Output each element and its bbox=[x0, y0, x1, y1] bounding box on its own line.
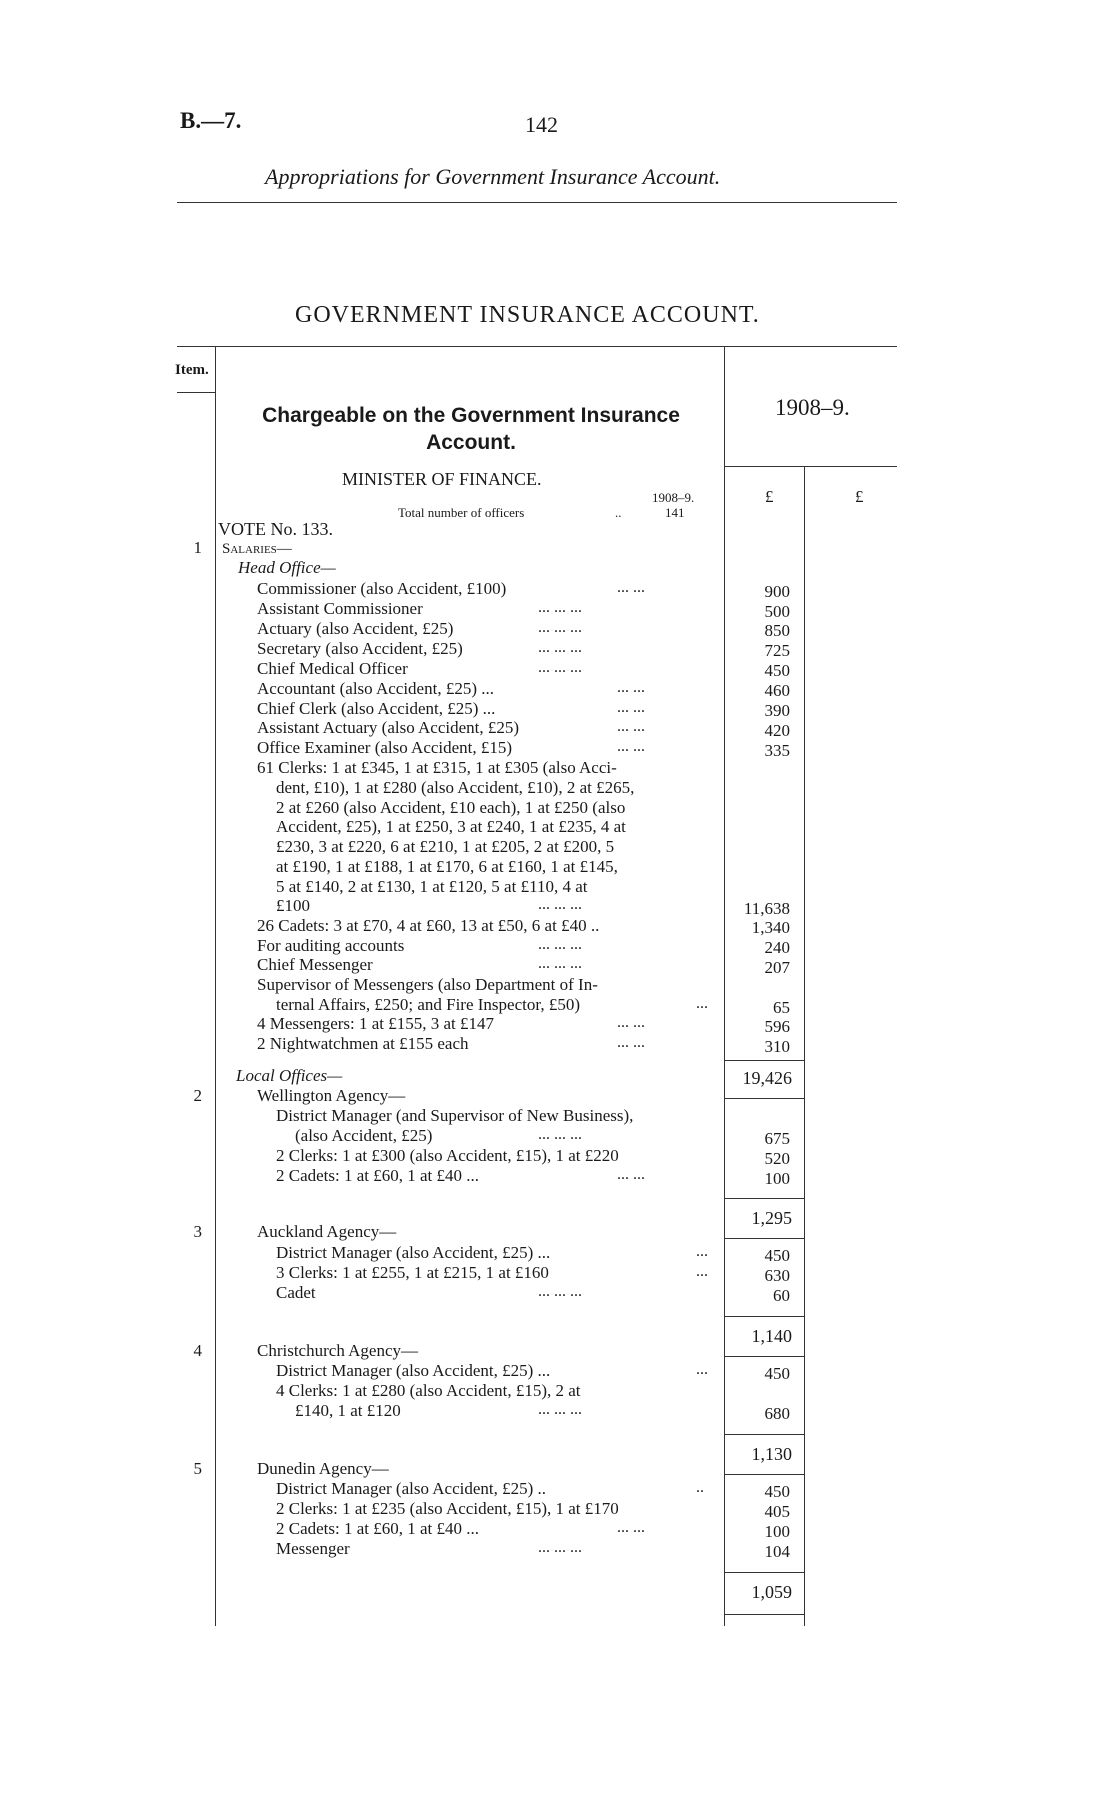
account-title: GOVERNMENT INSURANCE ACCOUNT. bbox=[295, 302, 760, 328]
line-amount: 335 bbox=[764, 741, 790, 760]
leader-dots: ... ... ... bbox=[538, 639, 582, 656]
year-column-header: 1908–9. bbox=[775, 395, 850, 420]
line-text: Office Examiner (also Accident, £15) bbox=[257, 738, 513, 757]
line-amount: 390 bbox=[764, 701, 790, 720]
manager-line: District Manager (also Accident, £25) ... bbox=[276, 1243, 551, 1262]
leader-dots: ... ... bbox=[617, 1519, 645, 1536]
leader-dots: ... ... ... bbox=[538, 659, 582, 676]
subtotal-rule bbox=[724, 1474, 804, 1475]
leader-dots: ... ... ... bbox=[538, 1401, 582, 1418]
leader-dots: ... ... bbox=[617, 718, 645, 735]
year-header-rule bbox=[724, 466, 897, 467]
line-amount: 450 bbox=[764, 661, 790, 680]
subtotal-rule bbox=[724, 1060, 804, 1061]
line-amount: 900 bbox=[764, 582, 790, 601]
item-column-header: Item. bbox=[175, 362, 209, 378]
leader-dots: ... ... ... bbox=[538, 619, 582, 636]
clerks-detail-line: 61 Clerks: 1 at £345, 1 at £315, 1 at £305 (also Acci- bbox=[257, 758, 617, 777]
line-amount: 1,340 bbox=[751, 918, 790, 937]
leader-dots: ... ... bbox=[617, 1014, 645, 1031]
leader-dots: ... ... ... bbox=[538, 936, 582, 953]
line-amount: 240 bbox=[764, 938, 790, 957]
line-text: Actuary (also Accident, £25) bbox=[257, 619, 454, 638]
line-amount: 450 bbox=[764, 1482, 790, 1501]
subtotal-rule bbox=[724, 1614, 804, 1615]
clerks-detail-line: at £190, 1 at £188, 1 at £170, 6 at £160, 1 at £145, bbox=[276, 857, 618, 876]
clerks-detail-line: Accident, £25), 1 at £250, 3 at £240, 1 at £235, 4 at bbox=[276, 817, 626, 836]
line-amount: 65 bbox=[773, 998, 790, 1017]
leader-dots: ... ... ... bbox=[538, 955, 582, 972]
officers-year: 1908–9. bbox=[652, 490, 695, 505]
leader-dots: ... ... bbox=[617, 579, 645, 596]
manager-line: District Manager (also Accident, £25) .. bbox=[276, 1479, 547, 1498]
item-total: 1,295 bbox=[751, 1208, 792, 1228]
header-rule bbox=[177, 202, 897, 203]
salaries-heading: Salaries— bbox=[222, 541, 292, 557]
agency-name: Wellington Agency— bbox=[257, 1086, 406, 1105]
leader-dots: ... ... bbox=[617, 699, 645, 716]
line-amount: 675 bbox=[764, 1129, 790, 1148]
line-amount: 596 bbox=[764, 1017, 790, 1036]
leader-dots: ... bbox=[696, 995, 708, 1012]
line-text: Chief Clerk (also Accident, £25) ... bbox=[257, 699, 496, 718]
line-text: For auditing accounts bbox=[257, 936, 405, 955]
line-amount: 207 bbox=[764, 958, 790, 977]
line-text: Assistant Commissioner bbox=[257, 599, 423, 618]
line-amount: 100 bbox=[764, 1522, 790, 1541]
leader-dots: ... ... ... bbox=[538, 1283, 582, 1300]
line-text: 26 Cadets: 3 at £70, 4 at £60, 13 at £50, 6 at £40 .. bbox=[257, 916, 600, 935]
manager-line: District Manager (also Accident, £25) ... bbox=[276, 1361, 551, 1380]
officers-label: Total number of officers bbox=[398, 505, 525, 520]
leader-dots: ... ... ... bbox=[538, 896, 582, 913]
leader-dots: ... bbox=[696, 1243, 708, 1260]
page-number: 142 bbox=[525, 112, 558, 137]
document-reference: B.—7. bbox=[180, 108, 242, 133]
line-amount: 405 bbox=[764, 1502, 790, 1521]
local-offices-heading: Local Offices— bbox=[236, 1066, 343, 1085]
subtotal-rule bbox=[724, 1098, 804, 1099]
item-column-divider bbox=[215, 346, 216, 1626]
line-amount: 460 bbox=[764, 681, 790, 700]
leader-dots: ... ... bbox=[617, 1034, 645, 1051]
messenger-line: Messenger bbox=[276, 1539, 350, 1558]
vote-number: VOTE No. 133. bbox=[218, 519, 333, 539]
chargeable-heading: Chargeable on the Government Insurance Account. bbox=[262, 404, 680, 454]
line-amount: 100 bbox=[764, 1169, 790, 1188]
supervisor-line: Supervisor of Messengers (also Department of In- bbox=[257, 975, 598, 994]
leader-dots: ... bbox=[696, 1263, 708, 1280]
subtotal-rule bbox=[724, 1238, 804, 1239]
clerks-detail-line: 2 at £260 (also Accident, £10 each), 1 at £250 (also bbox=[276, 798, 626, 817]
line-amount: 680 bbox=[764, 1404, 790, 1423]
agency-name: Auckland Agency— bbox=[257, 1222, 397, 1241]
line-amount: 60 bbox=[773, 1286, 790, 1305]
cadet-line: Cadet bbox=[276, 1283, 316, 1302]
subtotal-rule bbox=[724, 1316, 804, 1317]
agency-name: Christchurch Agency— bbox=[257, 1341, 418, 1360]
leader-dots: ... ... bbox=[617, 738, 645, 755]
line-text: Chief Medical Officer bbox=[257, 659, 408, 678]
clerks-line: £140, 1 at £120 bbox=[295, 1401, 401, 1420]
item-header-rule bbox=[177, 392, 215, 393]
line-amount: 11,638 bbox=[743, 899, 790, 918]
clerks-line: 3 Clerks: 1 at £255, 1 at £215, 1 at £160 bbox=[276, 1263, 549, 1282]
clerks-detail-line: £100 bbox=[276, 896, 310, 915]
leader-dots: ... ... ... bbox=[538, 1539, 582, 1556]
line-text: Assistant Actuary (also Accident, £25) bbox=[257, 718, 520, 737]
agency-name: Dunedin Agency— bbox=[257, 1459, 389, 1478]
line-text: 2 Nightwatchmen at £155 each bbox=[257, 1034, 469, 1053]
line-amount: 450 bbox=[764, 1364, 790, 1383]
clerks-detail-line: £230, 3 at £220, 6 at £210, 1 at £205, 2 at £200, 5 bbox=[276, 837, 615, 856]
page-subtitle: Appropriations for Government Insurance Account. bbox=[265, 164, 721, 189]
table-top-rule bbox=[177, 346, 897, 347]
total-column-divider bbox=[804, 466, 805, 1626]
leader-dots: ... bbox=[696, 1361, 708, 1378]
item-number: 3 bbox=[193, 1222, 202, 1241]
pound-header-totals: £ bbox=[855, 487, 864, 506]
manager-line: District Manager (and Supervisor of New Business), bbox=[276, 1106, 634, 1125]
line-text: Commissioner (also Accident, £100) bbox=[257, 579, 507, 598]
item-number: 4 bbox=[193, 1341, 202, 1360]
line-amount: 310 bbox=[764, 1037, 790, 1056]
subtotal-rule bbox=[724, 1434, 804, 1435]
line-amount: 420 bbox=[764, 721, 790, 740]
line-amount: 520 bbox=[764, 1149, 790, 1168]
line-amount: 630 bbox=[764, 1266, 790, 1285]
pound-header-items: £ bbox=[765, 487, 774, 506]
subtotal-rule bbox=[724, 1356, 804, 1357]
leader-dots: ... ... ... bbox=[538, 599, 582, 616]
manager-line: (also Accident, £25) bbox=[295, 1126, 433, 1145]
clerks-line: 4 Clerks: 1 at £280 (also Accident, £15), 2 at bbox=[276, 1381, 581, 1400]
item-total: 19,426 bbox=[742, 1068, 792, 1088]
item-total: 1,130 bbox=[751, 1444, 792, 1464]
supervisor-line: ternal Affairs, £250; and Fire Inspector, £50) bbox=[276, 995, 580, 1014]
item-number: 1 bbox=[193, 538, 202, 557]
line-amount: 500 bbox=[764, 602, 790, 621]
line-text: 4 Messengers: 1 at £155, 3 at £147 bbox=[257, 1014, 495, 1033]
minister-heading: MINISTER OF FINANCE. bbox=[342, 469, 542, 489]
subtotal-rule bbox=[724, 1198, 804, 1199]
cadets-line: 2 Cadets: 1 at £60, 1 at £40 ... bbox=[276, 1519, 480, 1538]
clerks-line: 2 Clerks: 1 at £300 (also Accident, £15), 1 at £220 bbox=[276, 1146, 619, 1165]
cadets-line: 2 Cadets: 1 at £60, 1 at £40 ... bbox=[276, 1166, 480, 1185]
line-amount: 450 bbox=[764, 1246, 790, 1265]
subtotal-rule bbox=[724, 1572, 804, 1573]
clerks-line: 2 Clerks: 1 at £235 (also Accident, £15), 1 at £170 bbox=[276, 1499, 619, 1518]
line-text: Secretary (also Accident, £25) bbox=[257, 639, 463, 658]
officers-count: 141 bbox=[665, 505, 685, 520]
line-amount: 104 bbox=[764, 1542, 790, 1561]
item-number: 5 bbox=[193, 1459, 202, 1478]
leader-dots: .. bbox=[696, 1479, 704, 1496]
line-text: Accountant (also Accident, £25) ... bbox=[257, 679, 494, 698]
clerks-detail-line: dent, £10), 1 at £280 (also Accident, £10), 2 at £265, bbox=[276, 778, 635, 797]
leader-dots: ... ... ... bbox=[538, 1126, 582, 1143]
line-amount: 850 bbox=[764, 621, 790, 640]
item-total: 1,140 bbox=[751, 1326, 792, 1346]
leader-dots: ... ... bbox=[617, 679, 645, 696]
officers-dots: .. bbox=[615, 505, 622, 520]
item-number: 2 bbox=[193, 1086, 202, 1105]
item-total: 1,059 bbox=[751, 1582, 792, 1602]
line-text: Chief Messenger bbox=[257, 955, 373, 974]
leader-dots: ... ... bbox=[617, 1166, 645, 1183]
line-amount: 725 bbox=[764, 641, 790, 660]
clerks-detail-line: 5 at £140, 2 at £130, 1 at £120, 5 at £110, 4 at bbox=[276, 877, 588, 896]
head-office-heading: Head Office— bbox=[238, 558, 336, 577]
